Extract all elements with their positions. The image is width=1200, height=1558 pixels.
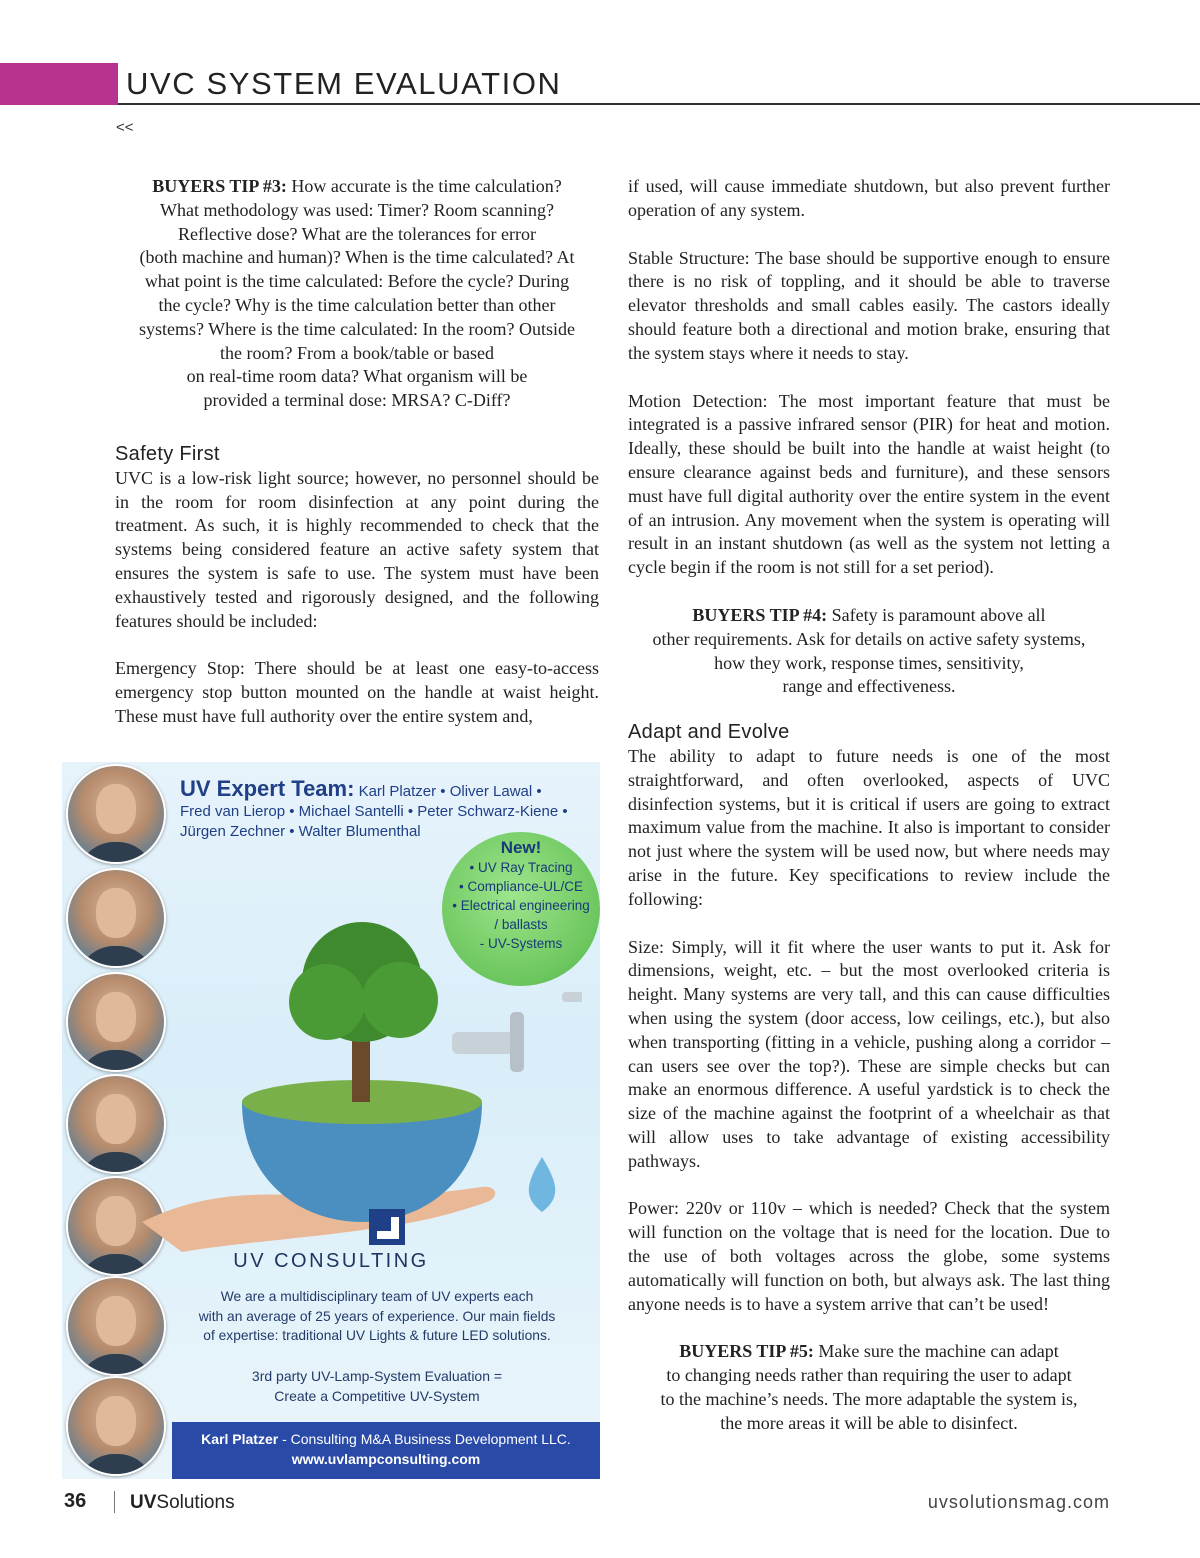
header-accent-bar <box>0 63 118 105</box>
footer-brand <box>130 1492 235 1514</box>
ad-evaluation-line: 3rd party UV-Lamp-System Evaluation = <box>251 1368 503 1384</box>
ad-website-link[interactable]: www.uvlampconsulting.com <box>291 1451 481 1467</box>
buyers-tip-5 <box>628 1340 1110 1435</box>
tip4-label: BUYERS TIP #4: <box>692 604 828 625</box>
safety-first-heading: Safety First <box>115 442 220 465</box>
tip5-line: to the machine’s needs. The more adaptable the system is, <box>660 1389 1078 1410</box>
team-names-line: Karl Platzer • Oliver Lawal • <box>354 783 542 800</box>
ad-description <box>172 1287 582 1346</box>
ad-evaluation-line: Create a Competitive UV-System <box>274 1387 480 1404</box>
uv-consulting-advertisement[interactable] <box>62 762 600 1479</box>
footer-brand-rest: Solutions <box>156 1492 235 1513</box>
ad-contact-footer[interactable] <box>172 1422 600 1479</box>
new-item: • UV Ray Tracing <box>469 860 573 875</box>
tip4-line: Safety is paramount above all <box>827 604 1046 625</box>
tip3-line: the cycle? Why is the time calculation better than other <box>158 294 556 315</box>
new-services-bubble <box>442 832 600 986</box>
back-link[interactable]: << <box>116 119 134 136</box>
left-column <box>115 175 599 729</box>
water-drop <box>529 1157 555 1212</box>
team-member-photo <box>66 1376 166 1476</box>
ad-contact-name: Karl Platzer <box>201 1431 279 1447</box>
ad-evaluation-tagline <box>172 1367 582 1406</box>
tip3-line: (both machine and human)? When is the time calculated? At <box>139 247 575 268</box>
size-paragraph: Size: Simply, will it fit where the user wants to put it. Ask for dimensions, weight, etc. – but the most overlooked criteria is height. Many systems are very tall, and this can cause difficulties when using the system (door access, low ceilings, etc.), but also when transporting (fitting in a vehicle, pushing along a corridor – can users see over the top?). These are simple checks but can make an enormous difference. A useful yardstick is to check the size of the machine against the footprint of a wheelchair as that will allow uses to take advantage of existing accessibility pathways. <box>628 936 1110 1171</box>
tip5-label: BUYERS TIP #5: <box>679 1341 814 1362</box>
power-paragraph: Power: 220v or 110v – which is needed? Check that the system will function on the voltage that is need for the location. Due to the use of both voltages across the globe, some systems automatically will function on both, but always ask. The last thing anyone needs is to have a system arrive that can’t be used! <box>628 1198 1110 1314</box>
right-column <box>628 175 1110 1436</box>
ad-contact-company: - Consulting M&A Business Development LLC. <box>278 1431 571 1447</box>
adapt-evolve-heading: Adapt and Evolve <box>628 721 790 744</box>
new-item: / ballasts <box>494 917 548 932</box>
tip4-line: range and effectiveness. <box>782 676 956 697</box>
adapt-paragraph: The ability to adapt to future needs is one of the most straightforward, and often overlooked, aspects of UVC disinfection systems, but it is critical if users are going to extract maximum value from the machine. It also is important to consider not just where the system will be used now, but where needs may arise in the future. Key specifications to review include the following: <box>628 745 1110 909</box>
tip3-line: the room? From a book/table or based <box>220 342 494 363</box>
buyers-tip-3 <box>115 175 599 413</box>
tip3-line: systems? Where is the time calculated: In the room? Outside <box>138 318 576 339</box>
tip3-label: BUYERS TIP #3: <box>152 176 287 196</box>
tip5-line: Make sure the machine can adapt <box>813 1341 1059 1362</box>
new-item: - UV-Systems <box>479 936 563 951</box>
tip3-line: What methodology was used: Timer? Room scanning? <box>160 199 554 220</box>
safety-paragraph: UVC is a low-risk light source; however, no personnel should be in the room for room disinfection at any point during the treatment. As such, it is highly recommended to check that the systems being considered feature an active safety system that ensures the system is safe to use. The system must have been exhaustively tested and rigorously designed, and the following features should be included: <box>115 467 599 631</box>
uv-consulting-logo-icon <box>367 1207 407 1247</box>
tip3-line: what point is the time calculated: Before the cycle? During <box>144 271 570 292</box>
tip3-line: Reflective dose? What are the tolerances for error <box>178 223 536 244</box>
team-names-line: Jürgen Zechner • Walter Blumenthal <box>180 823 421 840</box>
new-label: New! <box>500 838 542 857</box>
footer-separator <box>114 1491 115 1513</box>
tip5-line: to changing needs rather than requiring the user to adapt <box>666 1365 1072 1386</box>
tip3-line: provided a terminal dose: MRSA? C-Diff? <box>203 390 511 411</box>
new-item: • Electrical engineering <box>452 898 590 913</box>
team-member-photo <box>66 764 166 864</box>
emergency-stop-paragraph: Emergency Stop: There should be at least one easy-to-access emergency stop button mounted on the handle at waist height. These must have full authority over the entire system and, <box>115 658 599 726</box>
team-label: UV Expert Team: <box>180 776 355 801</box>
tip5-line: the more areas it will be able to disinfect. <box>720 1412 1018 1433</box>
motion-detection-paragraph: Motion Detection: The most important feature that must be integrated is a passive infrared sensor (PIR) for heat and motion. Ideally, these should be built into the handle at waist height (to ensure clearance against beds and furniture), and these sensors must have full digital authority over the entire system in the event of an intrusion. Any movement when the system is operating will result in an instant shutdown (as well as the system not letting a cycle begin if the room is not still for a set period). <box>628 390 1110 578</box>
tip4-line: how they work, response times, sensitivity, <box>714 652 1024 673</box>
ad-description-line: with an average of 25 years of experience. Our main fields <box>198 1308 556 1324</box>
buyers-tip-4 <box>628 604 1110 699</box>
page-number: 36 <box>64 1490 87 1512</box>
ad-description-line: We are a multidisciplinary team of UV experts each <box>220 1289 534 1304</box>
team-names-line: Fred van Lierop • Michael Santelli • Peter Schwarz-Kiene • <box>180 803 568 820</box>
header-divider <box>118 103 1200 105</box>
tip4-line: other requirements. Ask for details on active safety systems, <box>652 628 1086 649</box>
stable-structure-paragraph: Stable Structure: The base should be supportive enough to ensure there is no risk of toppling, and it should be able to traverse elevator thresholds and small cables easily. The castors ideally should feature both a directional and motion brake, ensuring that the system stays where it needs to stay. <box>628 247 1110 363</box>
tip3-line: on real-time room data? What organism will be <box>186 366 528 387</box>
ad-brand-name: UV CONSULTING <box>233 1250 429 1272</box>
section-title: UVC SYSTEM EVALUATION <box>126 66 562 101</box>
tip3-line: How accurate is the time calculation? <box>286 176 562 196</box>
footer-website[interactable]: uvsolutionsmag.com <box>927 1492 1110 1512</box>
emergency-continued-paragraph: if used, will cause immediate shutdown, but also prevent further operation of any system. <box>628 176 1110 220</box>
ad-description-line: of expertise: traditional UV Lights & future LED solutions. <box>203 1328 551 1343</box>
team-member-photo <box>66 1276 166 1376</box>
new-item: • Compliance-UL/CE <box>458 879 584 894</box>
footer-brand-uv: UV <box>130 1492 157 1513</box>
